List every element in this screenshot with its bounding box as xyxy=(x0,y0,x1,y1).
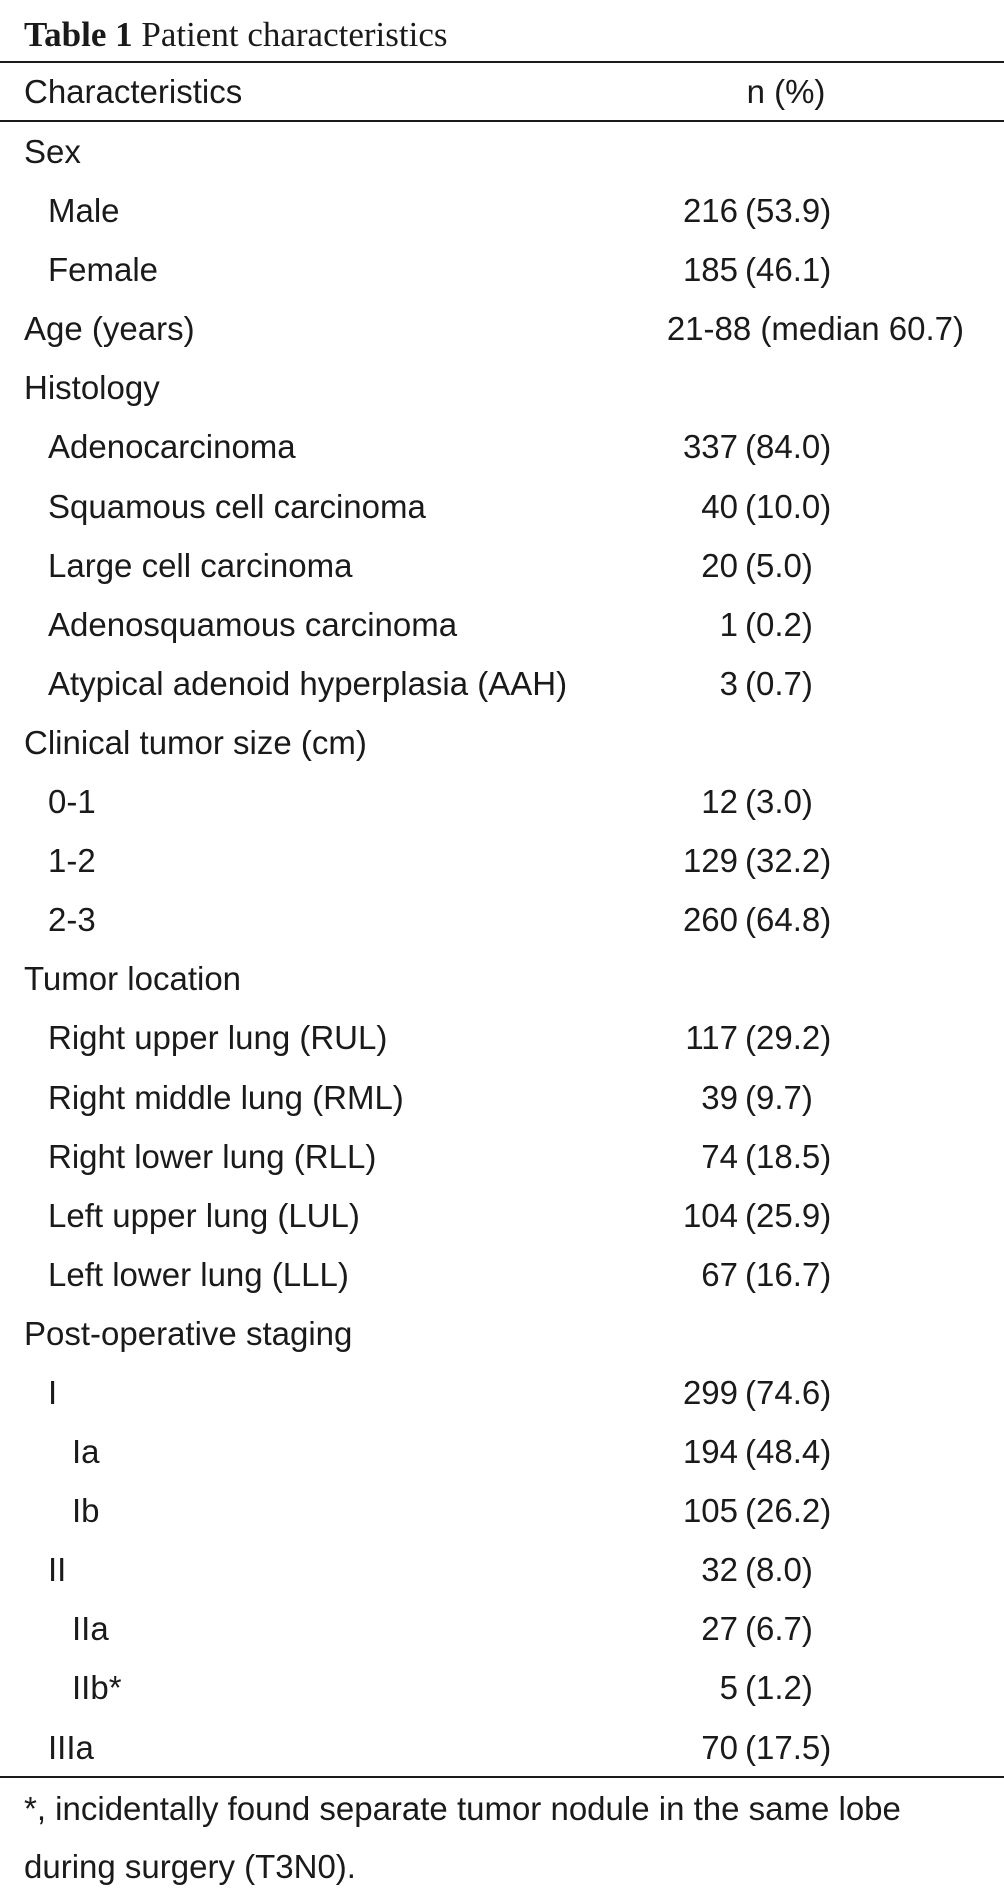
row-percent: (48.4) xyxy=(745,1433,832,1471)
row-label: IIIa xyxy=(48,1728,94,1766)
table-row xyxy=(0,654,1004,713)
row-label: Left upper lung (LUL) xyxy=(48,1196,360,1234)
row-count: 74 xyxy=(701,1137,738,1175)
row-percent: (6.7) xyxy=(745,1610,813,1648)
row-count: 39 xyxy=(701,1078,738,1116)
row-count: 104 xyxy=(682,1196,738,1234)
row-count: 12 xyxy=(701,783,738,821)
row-percent: (10.0) xyxy=(745,487,832,525)
table-row xyxy=(0,949,1004,1008)
table-row xyxy=(0,713,1004,772)
row-percent: (9.7) xyxy=(745,1078,813,1116)
row-label: Adenosquamous carcinoma xyxy=(48,605,458,643)
row-percent: (32.2) xyxy=(745,842,832,880)
row-count: 185 xyxy=(682,251,738,289)
table-row xyxy=(0,1599,1004,1658)
table-row xyxy=(0,417,1004,476)
table-row xyxy=(0,299,1004,358)
row-percent: (29.2) xyxy=(745,1019,832,1057)
row-percent: (1.2) xyxy=(745,1669,813,1707)
row-count: 260 xyxy=(682,901,738,939)
table-row xyxy=(0,1718,1004,1777)
row-label: IIa xyxy=(72,1610,109,1648)
row-label: Right middle lung (RML) xyxy=(48,1078,404,1116)
row-count: 70 xyxy=(701,1728,738,1766)
row-label: Squamous cell carcinoma xyxy=(48,487,426,525)
row-count: 40 xyxy=(701,487,738,525)
table-body xyxy=(0,122,1004,1777)
row-label: IIb* xyxy=(72,1669,122,1707)
table-row xyxy=(0,831,1004,890)
table-bottom-rule xyxy=(0,1776,1004,1778)
row-count: 129 xyxy=(682,842,738,880)
row-percent: (64.8) xyxy=(745,901,832,939)
row-percent: (16.7) xyxy=(745,1255,832,1293)
row-label: Female xyxy=(48,251,159,289)
table-row xyxy=(0,181,1004,240)
header-characteristics: Characteristics xyxy=(24,73,243,110)
row-percent: (3.0) xyxy=(745,783,813,821)
table-row xyxy=(0,1186,1004,1245)
row-count: 21-88 (median 60.7) xyxy=(666,310,964,348)
row-label: Large cell carcinoma xyxy=(48,546,353,584)
row-label: 0-1 xyxy=(48,783,96,821)
table-row xyxy=(0,1363,1004,1422)
row-label: Clinical tumor size (cm) xyxy=(24,723,367,761)
row-label: Atypical adenoid hyperplasia (AAH) xyxy=(48,664,568,702)
table-row xyxy=(0,1422,1004,1481)
row-percent: (84.0) xyxy=(745,428,832,466)
row-label: Sex xyxy=(24,133,81,170)
row-percent: (26.2) xyxy=(745,1492,832,1530)
row-label: Tumor location xyxy=(24,960,242,998)
table-row xyxy=(0,595,1004,654)
row-label: Right lower lung (RLL) xyxy=(48,1137,377,1175)
row-count: 32 xyxy=(701,1551,738,1589)
row-count: 20 xyxy=(701,546,738,584)
row-count: 1 xyxy=(719,605,738,643)
table-caption-text: Patient characteristics xyxy=(141,15,448,54)
row-label: 2-3 xyxy=(48,901,96,939)
table-caption xyxy=(24,10,447,60)
table-row xyxy=(0,890,1004,949)
table-row xyxy=(0,1304,1004,1363)
row-count: 117 xyxy=(685,1019,738,1057)
row-label: Male xyxy=(48,192,120,230)
row-percent: (74.6) xyxy=(745,1373,832,1411)
row-label: Left lower lung (LLL) xyxy=(48,1255,349,1293)
row-percent: (53.9) xyxy=(745,192,832,230)
row-count: 216 xyxy=(682,192,738,230)
table-row xyxy=(0,536,1004,595)
table-row xyxy=(0,477,1004,536)
row-count: 337 xyxy=(682,428,738,466)
table-header-row xyxy=(0,63,1004,120)
row-percent: (0.7) xyxy=(745,664,813,702)
row-percent: (0.2) xyxy=(745,605,813,643)
row-percent: (18.5) xyxy=(745,1137,832,1175)
row-count: 105 xyxy=(682,1492,738,1530)
row-label: I xyxy=(48,1373,58,1411)
row-count: 3 xyxy=(719,664,738,702)
row-count: 27 xyxy=(701,1610,738,1648)
table-row xyxy=(0,1068,1004,1127)
row-label: II xyxy=(48,1551,67,1589)
row-label: 1-2 xyxy=(48,842,96,880)
row-percent: (5.0) xyxy=(745,546,813,584)
table-row xyxy=(0,772,1004,831)
table-row xyxy=(0,1127,1004,1186)
table-row xyxy=(0,1540,1004,1599)
table-row xyxy=(0,358,1004,417)
row-label: Post-operative staging xyxy=(24,1314,353,1352)
row-percent: (17.5) xyxy=(745,1728,832,1766)
row-label: Histology xyxy=(24,369,160,407)
row-count: 5 xyxy=(719,1669,738,1707)
table-row xyxy=(0,1658,1004,1717)
row-label: Ib xyxy=(72,1492,100,1530)
header-n-percent: n (%) xyxy=(746,73,826,110)
table-footnote: *, incidentally found separate tumor nodule in the same lobe during surgery (T3N0). xyxy=(24,1790,901,1885)
row-label: Age (years) xyxy=(24,310,195,348)
table-row xyxy=(0,240,1004,299)
table-row xyxy=(0,1245,1004,1304)
row-count: 194 xyxy=(682,1433,738,1471)
table-row xyxy=(0,1008,1004,1067)
row-count: 67 xyxy=(701,1255,738,1293)
row-percent: (8.0) xyxy=(745,1551,813,1589)
table-caption-label: Table 1 xyxy=(24,15,133,54)
row-label: Adenocarcinoma xyxy=(48,428,296,466)
row-count: 299 xyxy=(682,1373,738,1411)
table-row xyxy=(0,1481,1004,1540)
row-label: Ia xyxy=(72,1433,100,1471)
row-percent: (25.9) xyxy=(745,1196,832,1234)
row-percent: (46.1) xyxy=(745,251,832,289)
table-row xyxy=(0,122,1004,181)
row-label: Right upper lung (RUL) xyxy=(48,1019,388,1057)
